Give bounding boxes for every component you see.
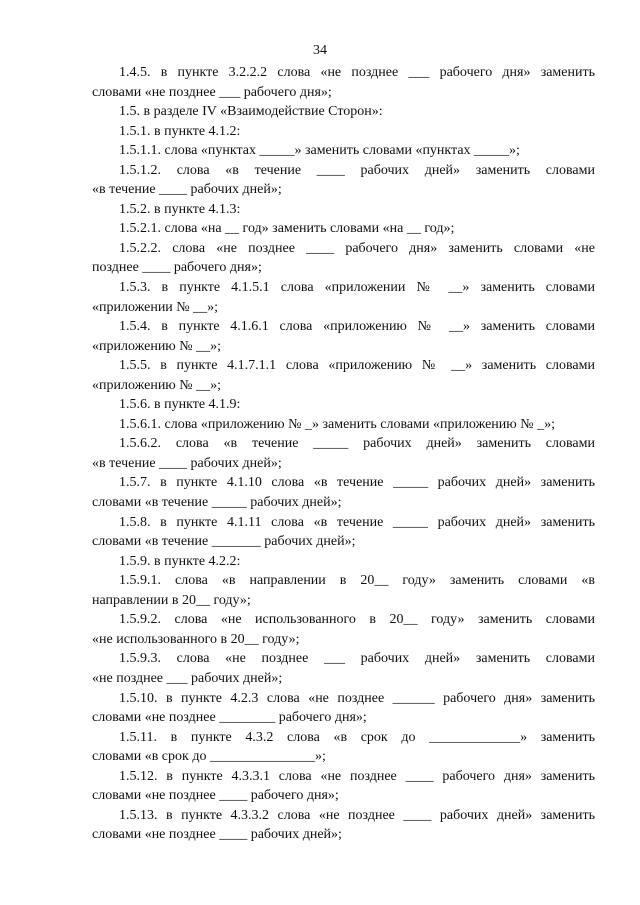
text-line: словами «в срок до _______________»; — [92, 749, 326, 765]
text-line: 1.5.6.1. слова «приложению № _» заменить словами «приложению № _»; — [119, 416, 555, 432]
text-line: направлении в 20__ году»; — [92, 592, 251, 608]
text-line: «приложению № __»; — [92, 338, 222, 354]
text-line: 1.5. в разделе IV «Взаимодействие Сторон»: — [119, 104, 383, 120]
text-line: словами «не позднее ____ рабочих дней»; — [92, 827, 342, 843]
text-line: словами «в течение _______ рабочих дней»; — [92, 534, 356, 550]
text-line: словами «не позднее ____ рабочего дня»; — [92, 788, 339, 804]
text-line: словами «не позднее ___ рабочего дня»; — [92, 84, 332, 100]
text-line: «в течение ____ рабочих дней»; — [92, 182, 282, 198]
text-line: 1.5.9.3. слова «не позднее ___ рабочих дней» заменить словами — [119, 651, 595, 667]
text-line: «приложении № __»; — [92, 299, 219, 315]
text-line: 1.5.2.1. слова «на __ год» заменить словами «на __ год»; — [119, 221, 455, 237]
text-line: позднее ____ рабочего дня»; — [92, 260, 262, 276]
text-line: 1.5.2. в пункте 4.1.3: — [119, 201, 241, 217]
text-line: 1.5.5. в пункте 4.1.7.1.1 слова «приложению № __» заменить словами — [119, 358, 595, 374]
text-line: 1.5.9.2. слова «не использованного в 20__ году» заменить словами — [119, 612, 595, 628]
text-line: словами «не позднее ________ рабочего дня»; — [92, 710, 367, 726]
text-line: 1.5.13. в пункте 4.3.3.2 слова «не позднее ____ рабочих дней» заменить — [119, 807, 595, 823]
text-line: «не использованного в 20__ году»; — [92, 631, 300, 647]
text-line: 1.5.7. в пункте 4.1.10 слова «в течение _____ рабочих дней» заменить — [119, 475, 595, 491]
text-line: 1.4.5. в пункте 3.2.2.2 слова «не позднее ___ рабочего дня» заменить — [119, 65, 595, 80]
text-line: 1.5.3. в пункте 4.1.5.1 слова «приложении № __» заменить словами — [119, 280, 595, 296]
text-line: 1.5.1.2. слова «в течение ____ рабочих дней» заменить словами — [119, 162, 595, 178]
document-body — [92, 63, 595, 845]
text-line: 1.5.2.2. слова «не позднее ____ рабочего дня» заменить словами «не — [119, 240, 595, 256]
text-line: 1.5.4. в пункте 4.1.6.1 слова «приложению № __» заменить словами — [119, 319, 595, 335]
text-line: 1.5.11. в пункте 4.3.2 слова «в срок до _____________» заменить — [119, 729, 595, 745]
text-line: 1.5.10. в пункте 4.2.3 слова «не позднее ______ рабочего дня» заменить — [119, 690, 595, 706]
text-line: 1.5.12. в пункте 4.3.3.1 слова «не позднее ____ рабочего дня» заменить — [119, 768, 595, 784]
text-line: 1.5.1.1. слова «пунктах _____» заменить словами «пунктах _____»; — [119, 143, 520, 159]
text-line: словами «в течение _____ рабочих дней»; — [92, 495, 342, 511]
text-line: 1.5.1. в пункте 4.1.2: — [119, 123, 241, 139]
text-line: «в течение ____ рабочих дней»; — [92, 455, 282, 471]
text-line: 1.5.6.2. слова «в течение _____ рабочих дней» заменить словами — [119, 436, 595, 452]
text-line: 1.5.8. в пункте 4.1.11 слова «в течение _____ рабочих дней» заменить — [119, 514, 595, 530]
text-line: 1.5.6. в пункте 4.1.9: — [119, 397, 241, 413]
text-line: «не позднее ___ рабочих дней»; — [92, 670, 283, 686]
text-line: 1.5.9. в пункте 4.2.2: — [119, 553, 241, 569]
text-line: «приложению № __»; — [92, 377, 222, 393]
text-line: 1.5.9.1. слова «в направлении в 20__ году» заменить словами «в — [119, 573, 595, 589]
page-number: 34 — [313, 43, 327, 58]
